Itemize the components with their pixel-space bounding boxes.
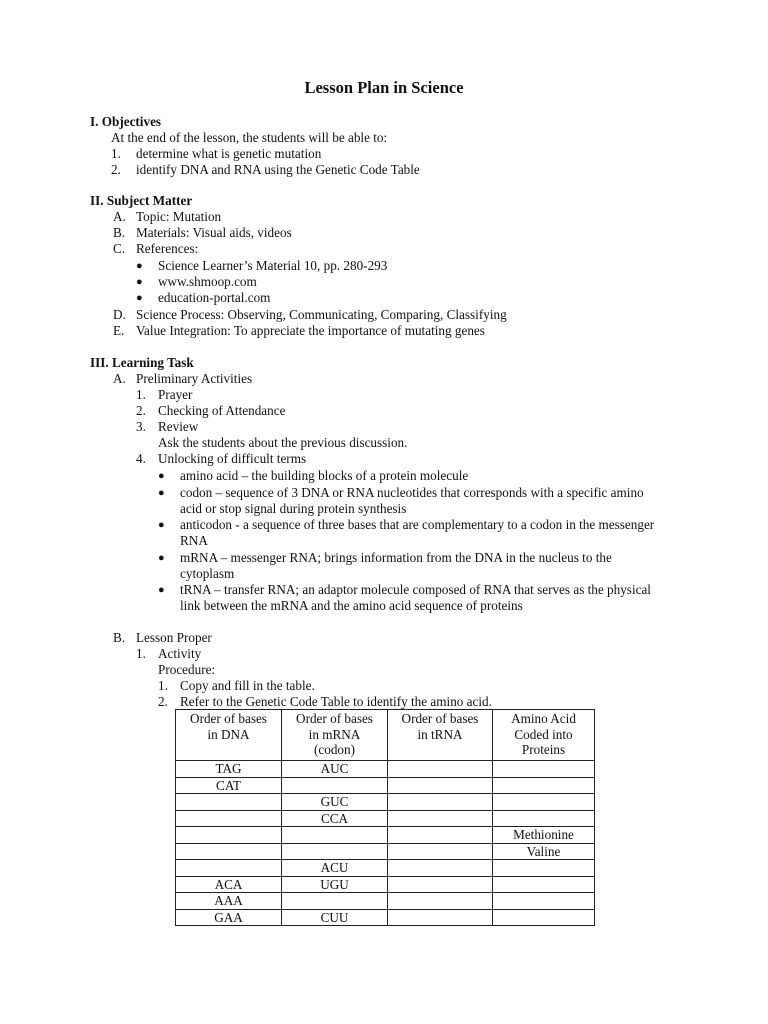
term-definition-continued: cytoplasm bbox=[180, 566, 235, 581]
table-cell: Valine bbox=[493, 843, 595, 860]
table-row bbox=[176, 794, 595, 811]
table-row bbox=[176, 909, 595, 926]
header-line: Order of bases bbox=[190, 711, 267, 726]
reference-item: Science Learner’s Material 10, pp. 280-293 bbox=[158, 258, 388, 273]
header-line: in tRNA bbox=[417, 726, 463, 742]
table-cell bbox=[493, 777, 595, 794]
subject-item: Materials: Visual aids, videos bbox=[136, 225, 292, 240]
table-cell: TAG bbox=[176, 761, 282, 778]
subject-letter: D. bbox=[113, 307, 126, 322]
subject-item: References: bbox=[136, 241, 199, 256]
activity-label: Activity bbox=[158, 646, 202, 661]
step-item: Unlocking of difficult terms bbox=[158, 451, 307, 466]
table-cell bbox=[493, 794, 595, 811]
preliminary-activities-label: Preliminary Activities bbox=[136, 371, 253, 386]
step-number: 4. bbox=[136, 451, 146, 466]
table-row bbox=[176, 843, 595, 860]
header-dna bbox=[176, 710, 282, 761]
procedure-label: Procedure: bbox=[158, 662, 216, 677]
subject-item: Value Integration: To appreciate the importance of mutating genes bbox=[136, 323, 485, 338]
term-definition: codon – sequence of 3 DNA or RNA nucleotides that corresponds with a specific amino bbox=[180, 485, 644, 500]
bullet-icon: ● bbox=[136, 276, 143, 288]
subject-letter: A. bbox=[113, 209, 126, 224]
objectives-heading: I. Objectives bbox=[90, 114, 162, 129]
bullet-icon: ● bbox=[136, 260, 143, 272]
procedure-number: 1. bbox=[158, 678, 168, 693]
table-cell bbox=[388, 843, 493, 860]
table-cell bbox=[493, 893, 595, 910]
subject-item: Science Process: Observing, Communicating, Comparing, Classifying bbox=[136, 307, 507, 322]
term-definition: anticodon - a sequence of three bases that are complementary to a codon in the messenger bbox=[180, 517, 655, 532]
table-cell bbox=[282, 843, 388, 860]
header-line: Coded into bbox=[514, 726, 573, 742]
table-cell: UGU bbox=[282, 876, 388, 893]
header-trna bbox=[388, 710, 493, 761]
header-line: Proteins bbox=[521, 742, 566, 757]
bullet-icon: ● bbox=[158, 519, 165, 531]
table-cell bbox=[388, 909, 493, 926]
objective-number: 1. bbox=[111, 146, 121, 161]
header-line: in mRNA bbox=[308, 726, 361, 742]
header-amino-acid bbox=[493, 710, 595, 761]
step-item: Prayer bbox=[158, 387, 193, 402]
table-header-row bbox=[176, 710, 595, 761]
table-row bbox=[176, 860, 595, 877]
bullet-icon: ● bbox=[158, 584, 165, 596]
procedure-number: 2. bbox=[158, 694, 168, 709]
header-mrna bbox=[282, 710, 388, 761]
learning-task-heading: III. Learning Task bbox=[90, 355, 194, 370]
table-cell bbox=[388, 777, 493, 794]
reference-item: education-portal.com bbox=[158, 290, 271, 305]
page-title: Lesson Plan in Science bbox=[304, 78, 464, 97]
table-cell: ACA bbox=[176, 876, 282, 893]
table-cell bbox=[388, 893, 493, 910]
review-note: Ask the students about the previous discussion. bbox=[158, 435, 408, 450]
subject-matter-heading: II. Subject Matter bbox=[90, 193, 193, 208]
header-line: Amino Acid bbox=[511, 711, 576, 726]
table-cell bbox=[493, 860, 595, 877]
table-cell: GAA bbox=[176, 909, 282, 926]
table-cell: Methionine bbox=[493, 827, 595, 844]
procedure-step: Copy and fill in the table. bbox=[180, 678, 315, 693]
header-line: Order of bases bbox=[401, 711, 479, 726]
table-cell bbox=[388, 794, 493, 811]
table-cell bbox=[282, 777, 388, 794]
table-cell bbox=[176, 843, 282, 860]
subject-letter: C. bbox=[113, 241, 126, 256]
table-cell bbox=[493, 876, 595, 893]
step-number: 3. bbox=[136, 419, 146, 434]
objective-item: determine what is genetic mutation bbox=[136, 146, 322, 161]
term-definition-continued: acid or stop signal during protein synthesis bbox=[180, 501, 407, 516]
table-cell bbox=[388, 860, 493, 877]
table-cell bbox=[176, 827, 282, 844]
table-cell bbox=[388, 876, 493, 893]
term-definition-continued: RNA bbox=[180, 533, 208, 548]
genetic-code-table bbox=[175, 709, 595, 926]
table-cell: AUC bbox=[282, 761, 388, 778]
table-cell bbox=[493, 810, 595, 827]
section-letter: B. bbox=[113, 630, 126, 645]
table-cell: CAT bbox=[176, 777, 282, 794]
objective-number: 2. bbox=[111, 162, 121, 177]
objective-item: identify DNA and RNA using the Genetic Code Table bbox=[136, 162, 420, 177]
table-row bbox=[176, 777, 595, 794]
procedure-step: Refer to the Genetic Code Table to identify the amino acid. bbox=[180, 694, 492, 709]
table-cell: GUC bbox=[282, 794, 388, 811]
bullet-icon: ● bbox=[158, 470, 165, 482]
table-cell: CUU bbox=[282, 909, 388, 926]
reference-item: www.shmoop.com bbox=[158, 274, 257, 289]
table-cell: ACU bbox=[282, 860, 388, 877]
subject-item: Topic: Mutation bbox=[136, 209, 222, 224]
term-definition: mRNA – messenger RNA; brings information from the DNA in the nucleus to the bbox=[180, 550, 612, 565]
step-number: 2. bbox=[136, 403, 146, 418]
bullet-icon: ● bbox=[158, 552, 165, 564]
table-row bbox=[176, 893, 595, 910]
table-cell bbox=[388, 827, 493, 844]
table-row bbox=[176, 827, 595, 844]
table-cell bbox=[493, 761, 595, 778]
bullet-icon: ● bbox=[158, 487, 165, 499]
table-row bbox=[176, 761, 595, 778]
table-cell bbox=[388, 761, 493, 778]
table-cell: AAA bbox=[176, 893, 282, 910]
table-cell bbox=[176, 810, 282, 827]
section-letter: A. bbox=[113, 371, 126, 386]
table-cell: CCA bbox=[282, 810, 388, 827]
table-cell bbox=[388, 810, 493, 827]
table-row bbox=[176, 810, 595, 827]
term-definition-continued: link between the mRNA and the amino acid sequence of proteins bbox=[180, 598, 523, 613]
lesson-proper-label: Lesson Proper bbox=[136, 630, 212, 645]
header-line: in DNA bbox=[207, 726, 250, 742]
term-definition: amino acid – the building blocks of a protein molecule bbox=[180, 468, 469, 483]
step-item: Checking of Attendance bbox=[158, 403, 286, 418]
objectives-intro: At the end of the lesson, the students will be able to: bbox=[111, 130, 388, 145]
table-cell bbox=[282, 827, 388, 844]
table-cell bbox=[176, 794, 282, 811]
header-line: (codon) bbox=[313, 742, 355, 757]
subject-letter: E. bbox=[113, 323, 125, 338]
table-cell bbox=[282, 893, 388, 910]
table-cell bbox=[493, 909, 595, 926]
table-row bbox=[176, 876, 595, 893]
term-definition: tRNA – transfer RNA; an adaptor molecule composed of RNA that serves as the physical bbox=[180, 582, 651, 597]
header-line: Order of bases bbox=[296, 711, 373, 726]
step-item: Review bbox=[158, 419, 199, 434]
table-cell bbox=[176, 860, 282, 877]
bullet-icon: ● bbox=[136, 292, 143, 304]
step-number: 1. bbox=[136, 387, 146, 402]
subject-letter: B. bbox=[113, 225, 126, 240]
step-number: 1. bbox=[136, 646, 146, 661]
